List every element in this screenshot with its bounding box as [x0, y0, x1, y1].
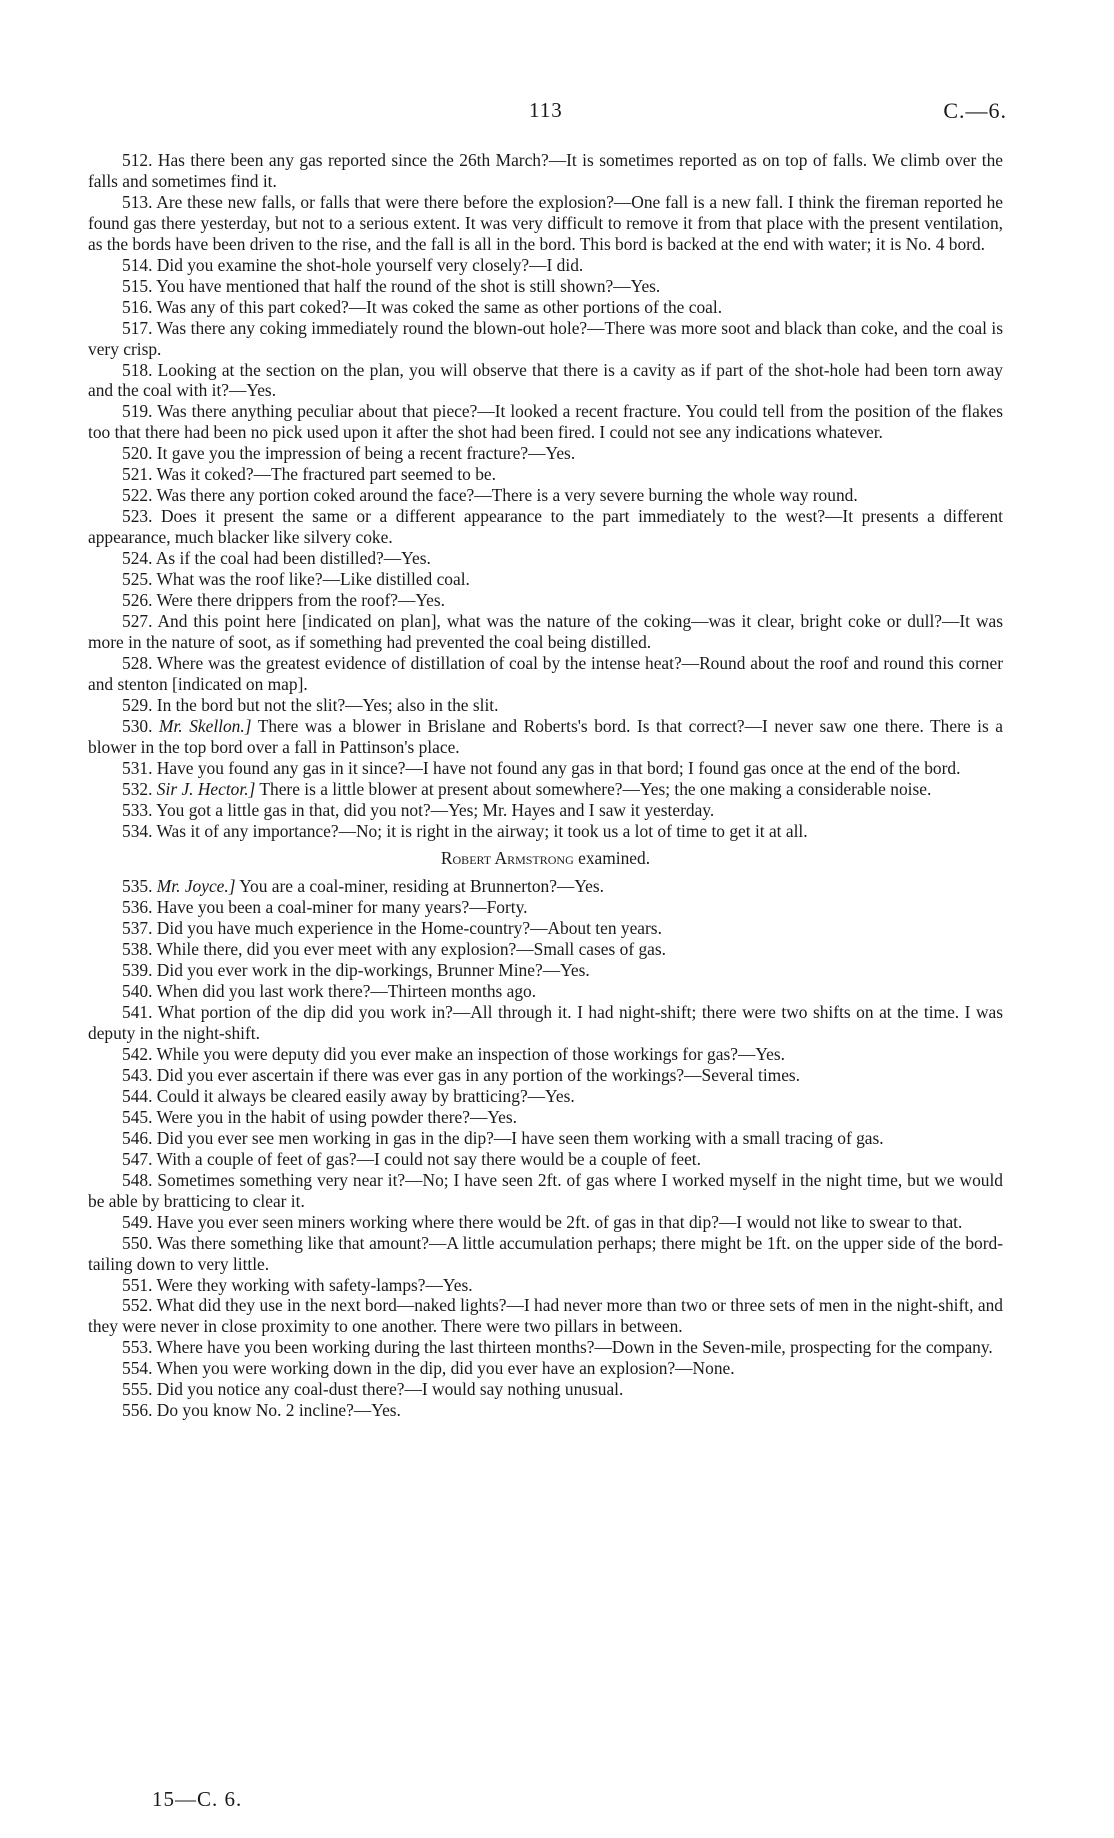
question-text: Did you have much experience in the Home-country?—About ten years.: [156, 918, 662, 939]
question-paragraph: [88, 401, 1003, 443]
question-text: Looking at the section on the plan, you will observe that there is a cavity as if part of the shot-hole had been torn away and the coal with it?—Yes.: [88, 359, 1003, 401]
question-text: When did you last work there?—Thirteen months ago.: [156, 981, 537, 1002]
question-paragraph: [88, 150, 1003, 192]
heading-suffix: examined.: [578, 848, 651, 869]
question-text: Did you ever work in the dip-workings, Brunner Mine?—Yes.: [156, 960, 590, 981]
question-paragraph: [88, 981, 1003, 1002]
question-paragraph: [88, 548, 1003, 569]
question-text: As if the coal had been distilled?—Yes.: [155, 548, 431, 569]
speaker-label: Sir J. Hector.]: [156, 778, 256, 799]
question-text: Where was the greatest evidence of distillation of coal by the intense heat?—Round about the roof and round this corner and stenton [indicated on map].: [88, 652, 1003, 694]
question-number: 515.: [122, 275, 153, 296]
question-paragraph: [88, 1128, 1003, 1149]
question-text: When you were working down in the dip, did you ever have an explosion?—None.: [156, 1358, 735, 1379]
question-number: 550.: [122, 1232, 153, 1253]
question-paragraph: [88, 1170, 1003, 1212]
question-number: 545.: [122, 1106, 153, 1127]
question-paragraph: [88, 569, 1003, 590]
question-number: 551.: [122, 1274, 153, 1295]
question-number: 530.: [122, 715, 153, 736]
question-number: 529.: [122, 694, 153, 715]
question-number: 516.: [122, 296, 153, 317]
question-paragraph: [88, 318, 1003, 360]
question-paragraph: [88, 897, 1003, 918]
question-paragraph: [88, 485, 1003, 506]
question-text: And this point here [indicated on plan], what was the nature of the coking—was it clear, bright coke or dull?—It was more in the nature of soot, as if something had prevented the coal being distilled.: [88, 610, 1004, 652]
question-number: 522.: [122, 485, 153, 506]
question-text: Was any of this part coked?—It was coked the same as other portions of the coal.: [156, 296, 723, 317]
testimony-part-2: [88, 876, 1003, 1421]
question-text: Did you ever see men working in gas in the dip?—I have seen them working with a small tracing of gas.: [156, 1127, 884, 1148]
question-text: Did you ever ascertain if there was ever gas in any portion of the workings?—Several times.: [156, 1064, 801, 1085]
question-number: 528.: [122, 652, 153, 673]
question-paragraph: [88, 1149, 1003, 1170]
question-paragraph: [88, 1337, 1003, 1358]
question-paragraph: [88, 464, 1003, 485]
question-text: While you were deputy did you ever make an inspection of those workings for gas?—Yes.: [156, 1044, 785, 1065]
question-number: 539.: [122, 960, 153, 981]
question-text: There was a blower in Brislane and Roberts's bord. Is that correct?—I never saw one there. There is a blower in the top bord over a fall in Pattinson's place.: [88, 715, 1003, 757]
question-paragraph: [88, 255, 1003, 276]
question-text: Were you in the habit of using powder there?—Yes.: [156, 1106, 517, 1127]
printer-signature: 15—C. 6.: [152, 1787, 243, 1811]
question-text: You are a coal-miner, residing at Brunnerton?—Yes.: [239, 876, 604, 897]
question-number: 513.: [122, 191, 153, 212]
question-number: 525.: [122, 569, 153, 590]
witness-name: Robert Armstrong: [440, 848, 574, 869]
question-paragraph: [88, 1107, 1003, 1128]
question-text: What did they use in the next bord—naked lights?—I had never more than two or three sets of men in the night-shift, and they were never in close proximity to one another. There were two pillars in between.: [88, 1295, 1003, 1337]
question-paragraph: [88, 506, 1003, 548]
question-number: 547.: [122, 1148, 153, 1169]
question-number: 533.: [122, 799, 153, 820]
document-code: C.—6.: [943, 98, 1007, 123]
question-paragraph: [88, 821, 1003, 842]
page-header: [0, 98, 1114, 128]
question-number: 554.: [122, 1358, 153, 1379]
question-number: 532.: [122, 778, 153, 799]
question-text: Do you know No. 2 incline?—Yes.: [156, 1400, 401, 1421]
question-paragraph: [88, 876, 1003, 897]
question-text: Were they working with safety-lamps?—Yes.: [156, 1274, 473, 1295]
question-paragraph: [88, 443, 1003, 464]
question-text: Are these new falls, or falls that were there before the explosion?—One fall is a new fall. I think the fireman reported he found gas there yesterday, but not to a serious extent. It was very difficult to remove it from that place with the present ventilation, as the bords have been driven to the rise, and the fall is all in the bord. This bord is backed at the end with water; it is No. 4 bord.: [88, 191, 1004, 254]
question-text: Was there anything peculiar about that piece?—It looked a recent fracture. You could tell from the position of the flakes too that there had been no pick used upon it after the shot had been fired. I could not see any indications whatever.: [88, 401, 1003, 443]
question-paragraph: [88, 1275, 1003, 1296]
question-text: Was it of any importance?—No; it is right in the airway; it took us a lot of time to get it at all.: [156, 820, 808, 841]
question-text: Did you examine the shot-hole yourself very closely?—I did.: [156, 254, 584, 275]
question-text: Was there any coking immediately round the blown-out hole?—There was more soot and black than coke, and the coal is very crisp.: [88, 317, 1003, 359]
question-number: 535.: [122, 876, 153, 897]
question-text: You got a little gas in that, did you not?—Yes; Mr. Hayes and I saw it yesterday.: [156, 799, 715, 820]
question-number: 512.: [122, 150, 153, 170]
question-paragraph: [88, 695, 1003, 716]
question-number: 518.: [122, 359, 153, 380]
question-number: 514.: [122, 254, 153, 275]
question-paragraph: [88, 1086, 1003, 1107]
question-paragraph: [88, 590, 1003, 611]
question-paragraph: [88, 276, 1003, 297]
question-number: 523.: [122, 506, 153, 527]
question-number: 527.: [122, 610, 153, 631]
question-paragraph: [88, 1358, 1003, 1379]
question-number: 542.: [122, 1044, 153, 1065]
question-paragraph: [88, 1212, 1003, 1233]
question-text: Was there something like that amount?—A little accumulation perhaps; there might be 1ft. on the upper side of the bord-tailing down to very little.: [88, 1232, 1003, 1274]
question-paragraph: [88, 779, 1003, 800]
question-number: 538.: [122, 939, 153, 960]
question-paragraph: [88, 360, 1003, 402]
question-text: What portion of the dip did you work in?—All through it. I had night-shift; there were two shifts on at the time. I was deputy in the night-shift.: [88, 1002, 1003, 1044]
question-paragraph: [88, 653, 1003, 695]
question-number: 541.: [122, 1002, 153, 1023]
question-number: 519.: [122, 401, 153, 422]
question-text: Have you ever seen miners working where there would be 2ft. of gas in that dip?—I would not like to swear to that.: [156, 1211, 963, 1232]
question-text: Was there any portion coked around the face?—There is a very severe burning the whole way round.: [156, 485, 858, 506]
page-number: 113: [529, 98, 563, 122]
testimony-part-1: [88, 150, 1003, 841]
question-paragraph: [88, 297, 1003, 318]
question-number: 548.: [122, 1169, 153, 1190]
question-paragraph: [88, 1002, 1003, 1044]
question-text: You have mentioned that half the round of the shot is still shown?—Yes.: [156, 275, 661, 296]
question-text: While there, did you ever meet with any explosion?—Small cases of gas.: [156, 939, 666, 960]
question-paragraph: [88, 611, 1003, 653]
question-text: Does it present the same or a different appearance to the part immediately to the west?—It presents a different appearance, much blacker like silvery coke.: [88, 506, 1003, 548]
question-paragraph: [88, 918, 1003, 939]
question-number: 526.: [122, 590, 153, 611]
question-number: 555.: [122, 1379, 153, 1400]
question-number: 531.: [122, 757, 153, 778]
question-paragraph: [88, 939, 1003, 960]
question-number: 536.: [122, 897, 153, 918]
question-number: 544.: [122, 1085, 153, 1106]
question-text: Have you been a coal-miner for many years?—Forty.: [156, 897, 528, 918]
question-text: Has there been any gas reported since the 26th March?—It is sometimes reported as on top of falls. We climb over the falls and sometimes find it.: [88, 150, 1003, 191]
question-text: It gave you the impression of being a recent fracture?—Yes.: [156, 443, 576, 464]
question-paragraph: [88, 192, 1003, 255]
question-text: Did you notice any coal-dust there?—I would say nothing unusual.: [156, 1379, 624, 1400]
question-number: 540.: [122, 981, 153, 1002]
question-number: 520.: [122, 443, 153, 464]
question-paragraph: [88, 1400, 1003, 1421]
question-text: With a couple of feet of gas?—I could not say there would be a couple of feet.: [156, 1148, 701, 1169]
question-number: 549.: [122, 1211, 153, 1232]
speaker-label: Mr. Joyce.]: [156, 876, 236, 897]
question-text: Was it coked?—The fractured part seemed to be.: [156, 464, 496, 485]
question-number: 546.: [122, 1127, 153, 1148]
question-number: 556.: [122, 1400, 153, 1421]
question-text: Have you found any gas in it since?—I have not found any gas in that bord; I found gas once at the end of the bord.: [156, 757, 961, 778]
body-text: [88, 150, 1003, 1421]
question-text: Could it always be cleared easily away by bratticing?—Yes.: [156, 1085, 575, 1106]
question-number: 524.: [122, 548, 153, 569]
question-paragraph: [88, 1065, 1003, 1086]
question-paragraph: [88, 960, 1003, 981]
question-number: 521.: [122, 464, 153, 485]
speaker-label: Mr. Skellon.]: [158, 715, 252, 736]
question-paragraph: [88, 1295, 1003, 1337]
question-text: In the bord but not the slit?—Yes; also in the slit.: [156, 694, 499, 715]
question-text: Were there drippers from the roof?—Yes.: [156, 590, 445, 611]
question-text: Where have you been working during the last thirteen months?—Down in the Seven-mile, prospecting for the company.: [156, 1337, 993, 1358]
question-paragraph: [88, 758, 1003, 779]
question-paragraph: [88, 1379, 1003, 1400]
question-number: 517.: [122, 317, 153, 338]
question-paragraph: [88, 1233, 1003, 1275]
question-paragraph: [88, 716, 1003, 758]
question-paragraph: [88, 1044, 1003, 1065]
question-number: 543.: [122, 1064, 153, 1085]
question-number: 537.: [122, 918, 153, 939]
question-text: There is a little blower at present about somewhere?—Yes; the one making a considerable noise.: [259, 778, 932, 799]
question-number: 534.: [122, 820, 153, 841]
question-number: 553.: [122, 1337, 153, 1358]
section-heading: [88, 848, 1003, 869]
question-paragraph: [88, 800, 1003, 821]
question-text: What was the roof like?—Like distilled coal.: [156, 569, 470, 590]
question-text: Sometimes something very near it?—No; I have seen 2ft. of gas where I worked myself in the night time, but we would be able by bratticing to clear it.: [88, 1169, 1003, 1211]
question-number: 552.: [122, 1295, 153, 1316]
